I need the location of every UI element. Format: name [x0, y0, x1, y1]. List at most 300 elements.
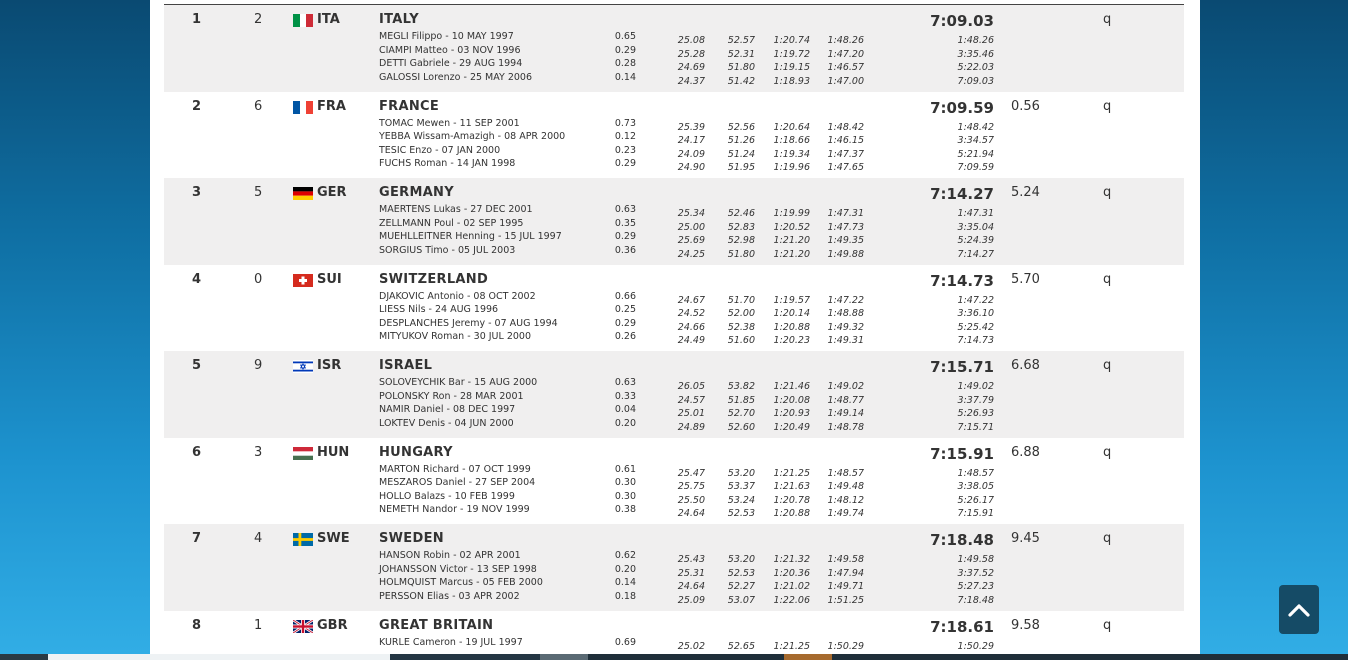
split-time: 25.43	[677, 554, 705, 565]
cumulative-times	[924, 121, 994, 175]
total-time: 7:09.59	[930, 98, 994, 117]
cumulative-time: 1:47.31	[957, 208, 994, 219]
split-time: 1:48.42	[827, 121, 864, 133]
split-150	[768, 207, 810, 261]
qualification-mark: q	[1103, 358, 1112, 373]
reaction-time: 0.23	[614, 144, 636, 156]
reaction-time: 0.30	[614, 490, 636, 502]
split-time: 24.66	[677, 321, 705, 333]
split-time: 24.52	[677, 308, 705, 319]
split-time: 1:50.29	[827, 640, 864, 652]
reaction-times	[604, 549, 636, 603]
cumulative-time: 3:37.52	[957, 567, 994, 579]
split-time: 52.46	[727, 208, 755, 219]
chevron-up-icon	[1288, 603, 1310, 617]
split-time: 1:21.46	[773, 381, 810, 392]
split-time: 1:20.88	[773, 508, 810, 519]
cumulative-time: 5:27.23	[957, 581, 994, 592]
swimmer-name: MARTON Richard - 07 OCT 1999	[379, 463, 531, 475]
split-time: 1:21.25	[773, 640, 810, 652]
split-time: 53.20	[727, 467, 755, 479]
split-time: 1:19.15	[773, 62, 810, 73]
split-time: 1:49.88	[827, 248, 864, 260]
cumulative-time: 3:36.10	[957, 308, 994, 319]
time-behind: 0.56	[1011, 98, 1040, 114]
swimmer-name: YEBBA Wissam-Amazigh - 08 APR 2000	[379, 131, 566, 142]
split-time: 52.27	[727, 581, 755, 592]
split-time: 24.90	[677, 162, 705, 173]
total-time: 7:09.03	[930, 12, 994, 30]
swimmer-name: JOHANSSON Victor - 13 SEP 1998	[379, 563, 537, 575]
fra-flag-icon	[293, 101, 313, 114]
cumulative-time: 1:48.26	[957, 35, 994, 46]
split-time: 1:20.36	[773, 567, 810, 579]
reaction-time: 0.63	[614, 204, 636, 215]
split-100	[723, 467, 755, 521]
swimmer-name: FUCHS Roman - 14 JAN 1998	[379, 158, 516, 169]
cumulative-time: 7:14.73	[957, 335, 994, 346]
cumulative-time: 3:34.57	[957, 135, 994, 146]
swimmer-name: KURLE Cameron - 19 JUL 1997	[379, 636, 523, 648]
split-time: 1:22.06	[773, 594, 810, 606]
result-row	[164, 5, 1184, 92]
split-time: 1:48.88	[827, 308, 864, 319]
split-time: 53.07	[727, 594, 755, 606]
country-name[interactable]: ISRAEL	[379, 358, 433, 373]
cumulative-time: 1:49.58	[957, 554, 994, 565]
reaction-time: 0.20	[614, 417, 636, 429]
cumulative-time: 5:26.93	[957, 408, 994, 419]
split-time: 1:49.14	[827, 408, 864, 419]
reaction-time: 0.29	[614, 317, 636, 329]
split-time: 25.09	[677, 594, 705, 606]
split-time: 25.28	[677, 48, 705, 60]
split-200	[818, 553, 864, 607]
reaction-times	[604, 463, 636, 517]
result-row	[164, 351, 1184, 438]
reaction-times	[604, 30, 636, 84]
bottom-toolbar	[0, 654, 1348, 660]
split-time: 24.17	[677, 135, 705, 146]
cumulative-time: 1:49.02	[957, 381, 994, 392]
split-time: 1:47.73	[827, 221, 864, 233]
split-time: 25.75	[677, 481, 705, 492]
split-time: 53.24	[727, 494, 755, 506]
reaction-time: 0.18	[614, 590, 636, 602]
split-time: 1:20.52	[773, 221, 810, 233]
split-time: 1:46.57	[827, 62, 864, 73]
split-time: 24.64	[677, 581, 705, 592]
qualification-mark: q	[1103, 617, 1112, 633]
reaction-time: 0.65	[614, 31, 636, 42]
scroll-to-top-button[interactable]	[1279, 585, 1319, 634]
reaction-time: 0.62	[614, 550, 636, 561]
split-50	[669, 294, 705, 348]
result-row	[164, 178, 1184, 265]
swimmer-list	[379, 463, 535, 517]
split-time: 24.89	[677, 421, 705, 433]
reaction-time: 0.29	[614, 158, 636, 169]
split-time: 25.00	[677, 221, 705, 233]
split-time: 25.08	[677, 35, 705, 46]
split-50	[669, 640, 705, 654]
qualification-mark: q	[1103, 444, 1112, 460]
split-200	[818, 380, 864, 434]
swimmer-name: TOMAC Mewen - 11 SEP 2001	[379, 117, 520, 129]
split-200	[818, 294, 864, 348]
swimmer-name: LIESS Nils - 24 AUG 1996	[379, 304, 499, 315]
split-time: 25.47	[677, 467, 705, 479]
reaction-time: 0.14	[614, 577, 636, 588]
split-time: 1:48.57	[827, 467, 864, 479]
total-time: 7:18.61	[930, 617, 994, 636]
result-row	[164, 611, 1184, 656]
swimmer-name: CIAMPI Matteo - 03 NOV 1996	[379, 44, 521, 56]
swimmer-name: SORGIUS Timo - 05 JUL 2003	[379, 244, 516, 256]
rank: 3	[192, 185, 202, 200]
qualification-mark: q	[1103, 271, 1112, 287]
split-time: 1:48.12	[827, 494, 864, 506]
reaction-time: 0.28	[614, 58, 636, 69]
swimmer-name: MAERTENS Lukas - 27 DEC 2001	[379, 204, 533, 215]
reaction-time: 0.25	[614, 304, 636, 315]
split-200	[818, 640, 864, 654]
total-time: 7:15.91	[930, 444, 994, 463]
cumulative-time: 7:09.03	[957, 75, 994, 87]
split-50	[669, 121, 705, 175]
reaction-times	[604, 203, 636, 257]
split-50	[669, 553, 705, 607]
split-time: 1:20.64	[773, 121, 810, 133]
split-time: 1:19.96	[773, 162, 810, 173]
country-name[interactable]: HUNGARY	[379, 444, 453, 460]
reaction-times	[604, 376, 636, 430]
split-50	[669, 467, 705, 521]
country-code: GBR	[317, 617, 348, 633]
cumulative-time: 7:09.59	[957, 162, 994, 173]
cumulative-time: 1:48.57	[957, 467, 994, 479]
swimmer-name: NAMIR Daniel - 08 DEC 1997	[379, 404, 516, 415]
reaction-time: 0.29	[614, 231, 636, 242]
reaction-times	[604, 636, 636, 650]
split-time: 52.70	[727, 408, 755, 419]
ger-flag-icon	[293, 187, 313, 200]
reaction-time: 0.12	[614, 131, 636, 142]
split-time: 25.34	[677, 208, 705, 219]
split-time: 52.53	[727, 508, 755, 519]
split-time: 1:47.37	[827, 148, 864, 160]
split-time: 51.80	[727, 62, 755, 73]
result-row	[164, 265, 1184, 352]
split-time: 1:19.72	[773, 48, 810, 60]
swimmer-name: HANSON Robin - 02 APR 2001	[379, 550, 521, 561]
cumulative-time: 1:48.42	[957, 121, 994, 133]
reaction-time: 0.35	[614, 217, 636, 229]
swimmer-list	[379, 549, 543, 603]
split-100	[723, 553, 755, 607]
cumulative-time: 3:37.79	[957, 394, 994, 406]
time-behind: 9.45	[1011, 531, 1040, 546]
cumulative-time: 5:21.94	[957, 148, 994, 160]
cumulative-times	[924, 207, 994, 261]
reaction-time: 0.04	[614, 404, 636, 415]
split-time: 1:47.00	[827, 75, 864, 87]
reaction-time: 0.29	[614, 44, 636, 56]
rank: 8	[192, 617, 202, 633]
split-time: 1:19.57	[773, 294, 810, 306]
cumulative-time: 7:15.91	[957, 508, 994, 519]
split-100	[723, 207, 755, 261]
split-50	[669, 380, 705, 434]
split-time: 52.31	[727, 48, 755, 60]
reaction-time: 0.30	[614, 477, 636, 488]
country-code: SUI	[317, 271, 342, 287]
reaction-time: 0.33	[614, 390, 636, 402]
split-time: 1:21.25	[773, 467, 810, 479]
swimmer-list	[379, 117, 565, 171]
lane-number: 9	[254, 358, 263, 373]
split-time: 51.24	[727, 148, 755, 160]
results-table	[164, 5, 1184, 655]
split-time: 25.31	[677, 567, 705, 579]
swimmer-list	[379, 376, 537, 430]
swimmer-name: MUEHLLEITNER Henning - 15 JUL 1997	[379, 231, 562, 242]
split-time: 51.80	[727, 248, 755, 260]
swimmer-list	[379, 636, 523, 650]
split-time: 1:47.22	[827, 294, 864, 306]
split-time: 52.98	[727, 235, 755, 246]
swimmer-list	[379, 30, 532, 84]
split-time: 1:20.49	[773, 421, 810, 433]
cumulative-time: 5:22.03	[957, 62, 994, 73]
cumulative-time: 5:24.39	[957, 235, 994, 246]
swimmer-name: HOLLO Balazs - 10 FEB 1999	[379, 490, 515, 502]
lane-number: 1	[254, 617, 263, 633]
lane-number: 3	[254, 444, 263, 460]
country-name[interactable]: GREAT BRITAIN	[379, 617, 494, 633]
swimmer-name: DESPLANCHES Jeremy - 07 AUG 1994	[379, 317, 558, 329]
cumulative-time: 3:38.05	[957, 481, 994, 492]
split-time: 1:20.14	[773, 308, 810, 319]
cumulative-times	[924, 467, 994, 521]
country-name[interactable]: SWEDEN	[379, 531, 444, 546]
split-time: 1:48.77	[827, 394, 864, 406]
cumulative-time: 3:35.04	[957, 221, 994, 233]
split-100	[723, 294, 755, 348]
cumulative-time: 7:14.27	[957, 248, 994, 260]
split-150	[768, 380, 810, 434]
split-time: 53.82	[727, 381, 755, 392]
split-time: 25.02	[677, 640, 705, 652]
cumulative-times	[924, 294, 994, 348]
split-time: 1:48.26	[827, 35, 864, 46]
results-panel	[150, 0, 1200, 655]
swimmer-name: DJAKOVIC Antonio - 08 OCT 2002	[379, 290, 536, 302]
ita-flag-icon	[293, 14, 313, 27]
cumulative-times	[924, 553, 994, 607]
country-name[interactable]: SWITZERLAND	[379, 271, 489, 287]
split-time: 24.67	[677, 294, 705, 306]
qualification-mark: q	[1103, 531, 1112, 546]
cumulative-times	[924, 34, 994, 88]
swimmer-name: SOLOVEYCHIK Bar - 15 AUG 2000	[379, 377, 538, 388]
swimmer-name: POLONSKY Ron - 28 MAR 2001	[379, 390, 524, 402]
lane-number: 4	[254, 531, 263, 546]
split-150	[768, 553, 810, 607]
split-time: 1:20.74	[773, 35, 810, 46]
split-time: 1:20.93	[773, 408, 810, 419]
split-200	[818, 121, 864, 175]
qualification-mark: q	[1103, 98, 1112, 114]
split-time: 1:47.65	[827, 162, 864, 173]
split-time: 52.60	[727, 421, 755, 433]
reaction-time: 0.61	[614, 463, 636, 475]
swimmer-name: ZELLMANN Poul - 02 SEP 1995	[379, 217, 524, 229]
split-time: 24.69	[677, 62, 705, 73]
total-time: 7:14.73	[930, 271, 994, 290]
split-time: 1:20.23	[773, 335, 810, 346]
rank: 6	[192, 444, 202, 460]
rank: 4	[192, 271, 202, 287]
reaction-times	[604, 290, 636, 344]
swimmer-list	[379, 290, 558, 344]
qualification-mark: q	[1103, 12, 1112, 27]
swimmer-name: NEMETH Nandor - 19 NOV 1999	[379, 504, 530, 515]
country-code: HUN	[317, 444, 350, 460]
reaction-times	[604, 117, 636, 171]
isr-flag-icon	[293, 360, 313, 373]
result-row	[164, 524, 1184, 611]
time-behind: 6.68	[1011, 358, 1040, 373]
split-time: 24.09	[677, 148, 705, 160]
split-time: 24.64	[677, 508, 705, 519]
split-time: 53.37	[727, 481, 755, 492]
split-time: 51.60	[727, 335, 755, 346]
split-150	[768, 121, 810, 175]
split-200	[818, 34, 864, 88]
cumulative-time: 7:18.48	[957, 594, 994, 606]
rank: 2	[192, 98, 202, 114]
split-50	[669, 34, 705, 88]
swe-flag-icon	[293, 533, 313, 546]
split-time: 52.57	[727, 35, 755, 46]
split-time: 52.65	[727, 640, 755, 652]
swimmer-name: LOKTEV Denis - 04 JUN 2000	[379, 417, 514, 429]
split-time: 51.42	[727, 75, 755, 87]
cumulative-time: 5:26.17	[957, 494, 994, 506]
lane-number: 2	[254, 12, 263, 27]
swimmer-name: MESZAROS Daniel - 27 SEP 2004	[379, 477, 536, 488]
result-row	[164, 438, 1184, 525]
split-time: 1:49.02	[827, 381, 864, 392]
country-code: SWE	[317, 531, 350, 546]
split-100	[723, 34, 755, 88]
split-time: 1:49.71	[827, 581, 864, 592]
cumulative-times	[924, 380, 994, 434]
country-code: ISR	[317, 358, 342, 373]
rank: 1	[192, 12, 202, 27]
split-time: 1:21.63	[773, 481, 810, 492]
split-time: 1:47.20	[827, 48, 864, 60]
reaction-time: 0.14	[614, 71, 636, 83]
cumulative-time: 1:50.29	[957, 640, 994, 652]
reaction-time: 0.38	[614, 504, 636, 515]
total-time: 7:14.27	[930, 185, 994, 203]
split-100	[723, 121, 755, 175]
gbr-flag-icon	[293, 620, 313, 633]
split-time: 1:49.58	[827, 554, 864, 565]
total-time: 7:15.71	[930, 358, 994, 376]
split-150	[768, 640, 810, 654]
split-200	[818, 467, 864, 521]
swimmer-name: GALOSSI Lorenzo - 25 MAY 2006	[379, 71, 533, 83]
split-150	[768, 294, 810, 348]
split-time: 1:21.02	[773, 581, 810, 592]
split-time: 1:49.48	[827, 481, 864, 492]
split-time: 25.01	[677, 408, 705, 419]
cumulative-times	[924, 640, 994, 654]
split-time: 1:19.34	[773, 148, 810, 160]
split-time: 24.49	[677, 335, 705, 346]
split-time: 25.39	[677, 121, 705, 133]
split-time: 1:46.15	[827, 135, 864, 146]
split-time: 1:49.32	[827, 321, 864, 333]
lane-number: 5	[254, 185, 263, 200]
split-time: 52.00	[727, 308, 755, 319]
swimmer-name: MEGLI Filippo - 10 MAY 1997	[379, 31, 514, 42]
split-50	[669, 207, 705, 261]
country-name[interactable]: GERMANY	[379, 185, 454, 200]
split-time: 24.25	[677, 248, 705, 260]
reaction-time: 0.63	[614, 377, 636, 388]
split-time: 1:19.99	[773, 208, 810, 219]
reaction-time: 0.36	[614, 244, 636, 256]
split-150	[768, 467, 810, 521]
hun-flag-icon	[293, 447, 313, 460]
rank: 7	[192, 531, 202, 546]
split-time: 26.05	[677, 381, 705, 392]
total-time: 7:18.48	[930, 531, 994, 549]
split-time: 1:20.88	[773, 321, 810, 333]
reaction-time: 0.66	[614, 290, 636, 302]
split-time: 24.37	[677, 75, 705, 87]
country-name[interactable]: FRANCE	[379, 98, 440, 114]
time-behind: 5.70	[1011, 271, 1040, 287]
split-150	[768, 34, 810, 88]
split-time: 25.50	[677, 494, 705, 506]
split-time: 1:49.74	[827, 508, 864, 519]
split-time: 51.70	[727, 294, 755, 306]
split-time: 1:18.93	[773, 75, 810, 87]
split-time: 1:49.31	[827, 335, 864, 346]
reaction-time: 0.26	[614, 331, 636, 342]
country-name[interactable]: ITALY	[379, 12, 419, 27]
split-time: 1:20.08	[773, 394, 810, 406]
sui-flag-icon	[293, 274, 313, 287]
split-time: 1:47.31	[827, 208, 864, 219]
split-time: 24.57	[677, 394, 705, 406]
split-200	[818, 207, 864, 261]
cumulative-time: 7:15.71	[957, 421, 994, 433]
swimmer-name: MITYUKOV Roman - 30 JUL 2000	[379, 331, 531, 342]
reaction-time: 0.69	[614, 636, 636, 648]
split-time: 1:21.20	[773, 235, 810, 246]
split-time: 1:49.35	[827, 235, 864, 246]
split-time: 1:21.20	[773, 248, 810, 260]
split-time: 1:47.94	[827, 567, 864, 579]
swimmer-name: DETTI Gabriele - 29 AUG 1994	[379, 58, 523, 69]
reaction-time: 0.73	[614, 117, 636, 129]
